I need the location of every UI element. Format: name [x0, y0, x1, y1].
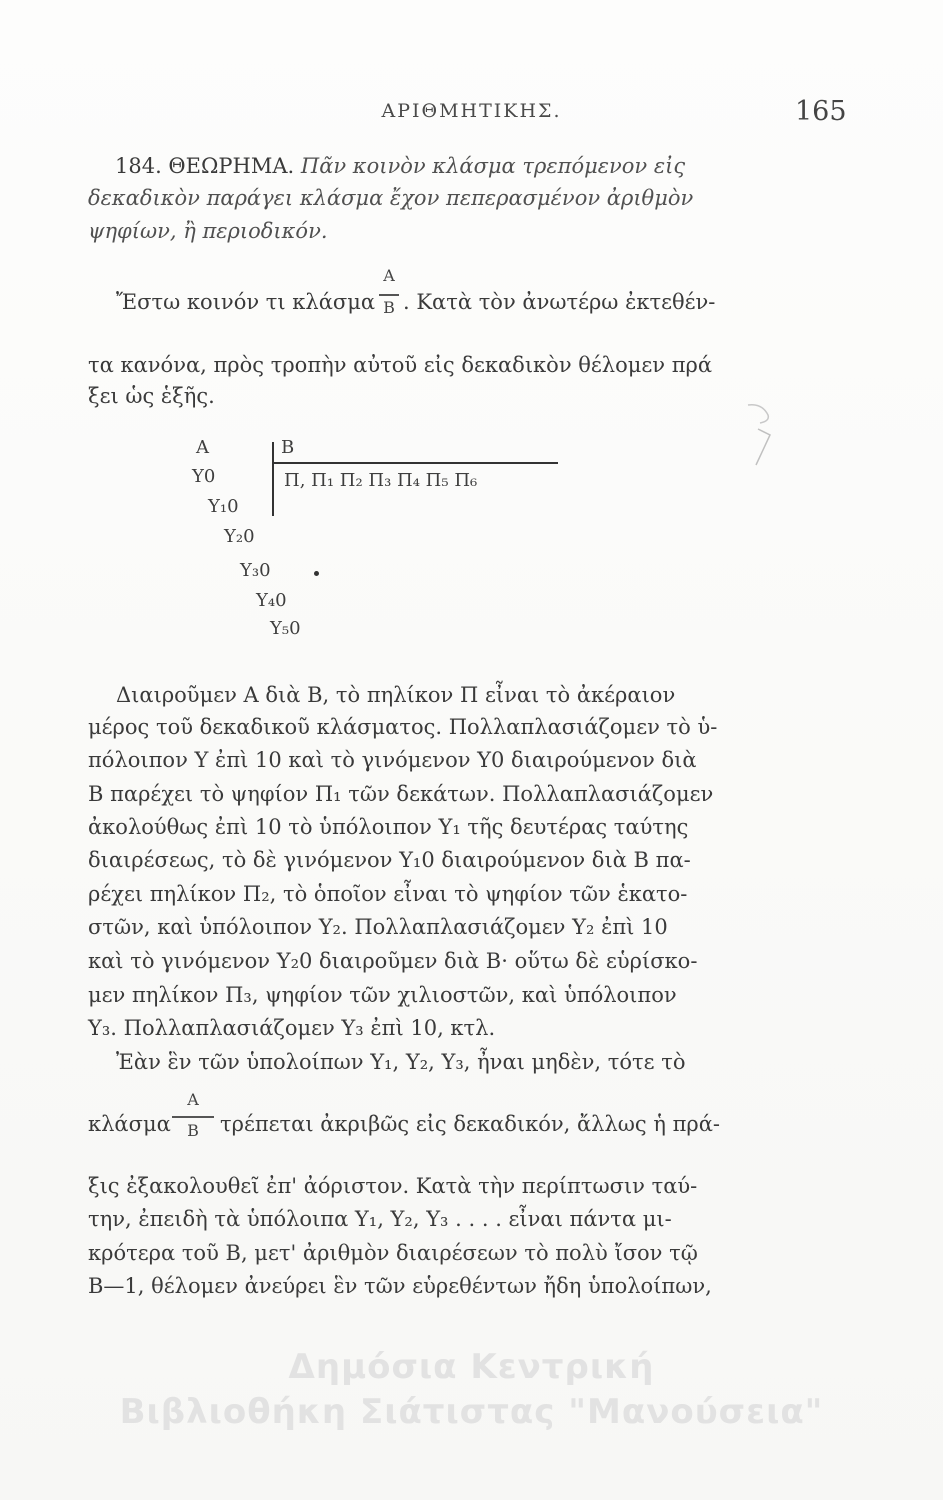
- intro-line-2: τα κανόνα, πρὸς τροπὴν αὐτοῦ εἰς δεκαδικὸν θέλομεν πρά: [88, 353, 713, 377]
- margin-pencil-mark: [740, 395, 780, 475]
- intro-line-3: ξει ὡς ἑξῆς.: [88, 384, 215, 408]
- body-line-5: ἀκολούθως ἐπὶ 10 τὸ ὑπόλοιπον Υ₁ τῆς δευτέρας ταύτης: [88, 815, 689, 839]
- scheme-remainder-4: Υ₄0: [256, 590, 287, 611]
- scheme-divisor: B: [281, 437, 295, 458]
- body-line-3: πόλοιπον Υ ἐπὶ 10 καὶ τὸ γινόμενον Υ0 διαιρούμενον διὰ: [88, 748, 697, 772]
- theorem-number: 184. ΘΕΩΡΗΜΑ.: [115, 154, 295, 178]
- body-fraction-bar: [172, 1116, 214, 1118]
- theorem-line-1: [115, 150, 765, 183]
- intro-fraction-numerator: A: [383, 266, 395, 285]
- body-line-12: Ἐὰν ἓν τῶν ὑπολοίπων Υ₁, Υ₂, Υ₃, ἦναι μηδὲν, τότε τὸ: [116, 1050, 686, 1074]
- body-line-6: διαιρέσεως, τὸ δὲ γινόμενον Υ₁0 διαιρούμενον διὰ Β πα-: [88, 848, 691, 872]
- running-header: ΑΡΙΘΜΗΤΙΚΗΣ.: [381, 100, 562, 122]
- library-stamp-line-1: Δημόσια Κεντρική: [288, 1347, 655, 1387]
- body-line-13a: κλάσμα: [88, 1112, 171, 1136]
- theorem-text-1: Πᾶν κοινὸν κλάσμα τρεπόμενον εἰς: [300, 154, 686, 178]
- theorem-line-2: δεκαδικὸν παράγει κλάσμα ἔχον πεπερασμένον ἀριθμὸν: [88, 186, 694, 210]
- body-line-15: την, ἐπειδὴ τὰ ὑπόλοιπα Υ₁, Υ₂, Υ₃ . . . . εἶναι πάντα μι-: [88, 1207, 672, 1231]
- body-line-7: ρέχει πηλίκον Π₂, τὸ ὁποῖον εἶναι τὸ ψηφίον τῶν ἑκατο-: [88, 882, 688, 906]
- scheme-vertical-rule: [272, 442, 274, 516]
- body-line-2: μέρος τοῦ δεκαδικοῦ κλάσματος. Πολλαπλασιάζομεν τὸ ὑ-: [88, 715, 718, 739]
- scheme-remainder-1: Υ₁0: [208, 496, 239, 517]
- library-stamp-line-2: Βιβλιοθήκη Σιάτιστας "Μανούσεια": [119, 1392, 824, 1432]
- body-fraction-numerator: A: [187, 1090, 199, 1109]
- body-line-4: Β παρέχει τὸ ψηφίον Π₁ τῶν δεκάτων. Πολλαπλασιάζομεν: [88, 782, 714, 806]
- intro-line-1a: Ἔστω κοινόν τι κλάσμα: [116, 290, 376, 314]
- scheme-remainder-5: Υ₅0: [270, 618, 301, 639]
- body-line-1: Διαιροῦμεν Α διὰ Β, τὸ πηλίκον Π εἶναι τὸ ἀκέραιον: [116, 683, 676, 707]
- scheme-remainder-2: Υ₂0: [224, 526, 255, 547]
- body-line-16: κρότερα τοῦ Β, μετ' ἀριθμὸν διαιρέσεων τὸ πολὺ ἴσον τῷ: [88, 1241, 698, 1265]
- body-fraction-denominator: B: [187, 1121, 199, 1140]
- scheme-dot: [314, 571, 319, 576]
- body-line-13b: τρέπεται ἀκριβῶς εἰς δεκαδικόν, ἄλλως ἡ πρά-: [220, 1112, 721, 1136]
- scheme-dividend: A: [196, 437, 209, 458]
- scheme-remainder-0: Υ0: [192, 466, 216, 487]
- scheme-horizontal-rule: [272, 462, 558, 464]
- scheme-quotient-digits: Π, Π₁ Π₂ Π₃ Π₄ Π₅ Π₆: [284, 470, 478, 491]
- theorem-line-3: ψηφίων, ἢ περιοδικόν.: [88, 219, 328, 243]
- scheme-remainder-3: Υ₃0: [240, 560, 271, 581]
- body-line-17: Β—1, θέλομεν ἀνεύρει ἓν τῶν εὑρεθέντων ἤδη ὑπολοίπων,: [88, 1274, 712, 1298]
- intro-fraction-bar: [379, 294, 399, 296]
- body-line-9: καὶ τὸ γινόμενον Υ₂0 διαιροῦμεν διὰ Β· οὕτω δὲ εὑρίσκο-: [88, 949, 698, 973]
- body-line-11: Υ₃. Πολλαπλασιάζομεν Υ₃ ἐπὶ 10, κτλ.: [88, 1016, 496, 1040]
- body-line-8: στῶν, καὶ ὑπόλοιπον Υ₂. Πολλαπλασιάζομεν Υ₂ ἐπὶ 10: [88, 915, 668, 939]
- page-number: 165: [795, 96, 847, 127]
- body-line-14: ξις ἐξακολουθεῖ ἐπ' ἀόριστον. Κατὰ τὴν περίπτωσιν ταύ-: [88, 1174, 698, 1198]
- body-line-10: μεν πηλίκον Π₃, ψηφίον τῶν χιλιοστῶν, καὶ ὑπόλοιπον: [88, 983, 677, 1007]
- intro-line-1b: . Κατὰ τὸν ἀνωτέρω ἐκτεθέν-: [403, 290, 716, 314]
- intro-fraction-denominator: B: [383, 298, 395, 317]
